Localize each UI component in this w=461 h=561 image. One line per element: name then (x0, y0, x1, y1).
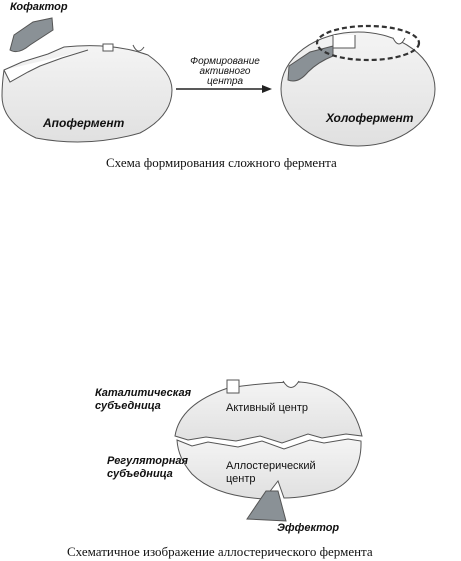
arrow-label-line-1: Формирование (190, 56, 260, 67)
cofactor-label: Кофактор (10, 1, 68, 13)
catalytic-label-line-2: субъедница (95, 400, 161, 412)
arrow-label-line-2: активного (199, 66, 251, 77)
effector-label: Эффектор (277, 522, 340, 534)
holoenzyme-active-cut (333, 35, 355, 48)
regulatory-subunit-label (107, 455, 188, 481)
catalytic-notch-square (227, 380, 239, 393)
holoenzyme-label: Холофермент (326, 111, 414, 125)
arrow-label-line-3: центра (206, 76, 244, 87)
apoenzyme-notch-square (103, 44, 113, 51)
regulatory-label-line-1: Регуляторная (107, 455, 188, 467)
allosteric-label-line-1: Аллостерический (226, 460, 316, 472)
allosteric-center-label (226, 460, 316, 486)
arrow-label (180, 57, 270, 87)
active-center-label: Активный центр (226, 402, 309, 414)
figure1-caption: Схема формирования сложного фермента (106, 155, 337, 170)
catalytic-label-line-1: Каталитическая (95, 387, 192, 399)
figure2-caption: Схематичное изображение аллостерического фермента (67, 544, 373, 559)
apoenzyme-notch-round (133, 45, 144, 51)
cofactor-shape (10, 18, 53, 52)
catalytic-subunit-label (95, 387, 191, 413)
regulatory-label-line-2: субъедница (107, 468, 173, 480)
apoenzyme-label: Апофермент (43, 116, 125, 130)
holoenzyme-shape (281, 32, 435, 146)
allosteric-label-line-2: центр (226, 473, 256, 485)
